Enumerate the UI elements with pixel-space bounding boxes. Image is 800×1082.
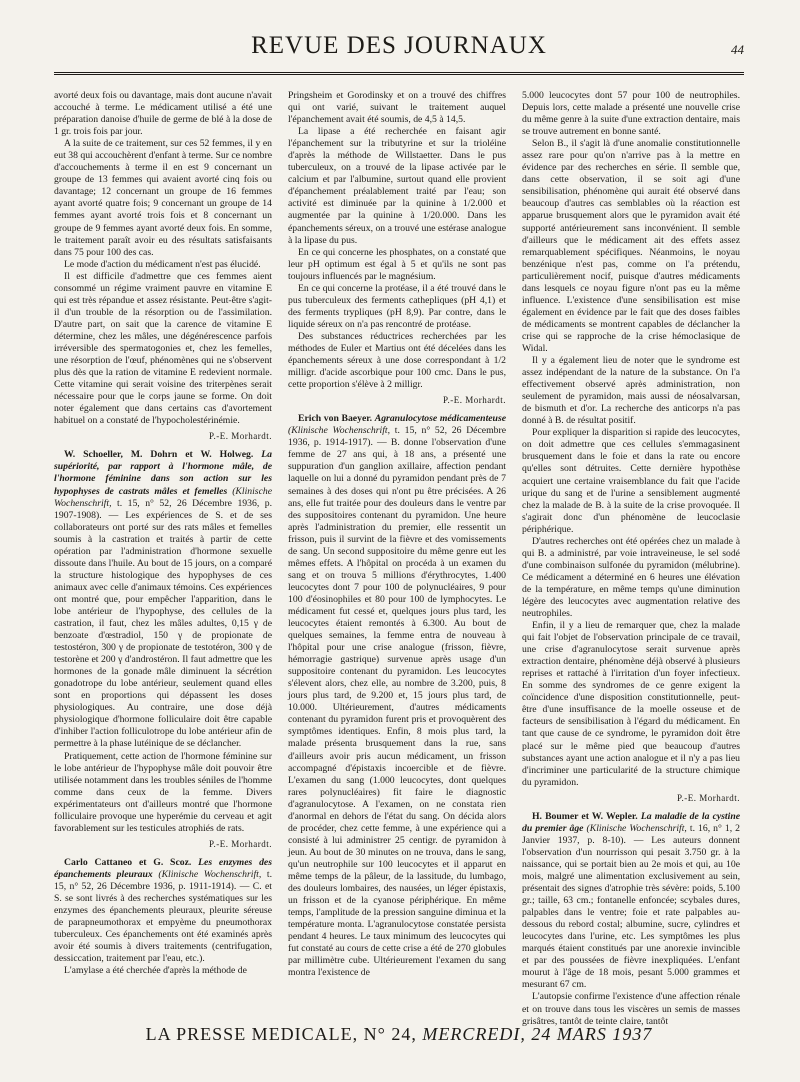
paragraph: A la suite de ce traitement, sur ces 52 femmes, il y en eut 38 qui accouchèrent d'enfant à terme. Sur ce nombre d'accouchements à terme il en est 9 concernant un groupe de 13 femmes qui avaient avorté cinq fois ou davantage; 12 concernant un groupe de 16 femmes ayant avorté quatre fois; 9 concernant un groupe de 14 femmes ayant avorté trois fois et 8 concernant un groupe de 9 femmes ayant avorté deux fois. En somme, le traitement paraît avoir eu des résultats satisfaisants dans 75 pour 100 des cas.	[54, 138, 273, 258]
author-signature: P.-E. Morhardt.	[443, 395, 506, 406]
author-signature: P.-E. Morhardt.	[677, 792, 740, 803]
author-signature: P.-E. Morhardt.	[209, 431, 272, 442]
paragraph: Selon B., il s'agit là d'une anomalie constitutionnelle assez rare pour qu'on n'arrive pas à la mettre en évidence par des recherches en série. Il semble que, dans cette observation, il se soit agi d'une sensibilisation, phénomène qui aurait été observé dans beaucoup d'autres cas semblables où la réaction est apparue brusquement alors que le pyramidon avait été supporté antérieurement sans inconvénient. Il semble d'ailleurs que le médicament ait des effets assez remarquablement spécifiques. Néanmoins, le noyau benzénique n'est pas, comme on l'a prétendu, particulièrement nocif, puisque d'autres médicaments dans lesquels ce noyau figure n'ont pas eu la même influence. L'existence d'une sensibilisation est mise également en évidence par le fait que des doses faibles de médicaments se montrent capables de déclancher la crise qui se rapproche de la crise hémoclasique de Widal.	[522, 138, 740, 354]
text-column-1	[54, 90, 272, 1018]
paragraph: Enfin, il y a lieu de remarquer que, chez la malade qui fait l'objet de l'observation principale de ce travail, une crise d'agranulocytose serait survenue après extraction dentaire, phénomène déjà observé à plusieurs reprises et rattaché à l'irritation d'un foyer infectieux. En somme des syndromes de ce genre exigent la coïncidence d'une disposition constitutionnelle, peut-être d'une insuffisance de la moelle osseuse et de facteurs de sensibilisation à l'égard du médicament. En tant que cause de ce syndrome, le pyramidon doit être placé sur le même pied que beaucoup d'autres substances ayant une action analogue et il n'y a pas lieu d'incriminer une particularité de la structure chimique du pyramidon.	[522, 620, 740, 788]
paragraph: L'amylase a été cherchée d'après la méthode de	[64, 965, 247, 977]
article-authors: W. Schoeller, M. Dohrn et W. Holweg.	[64, 449, 254, 461]
article-authors: Erich von Baeyer.	[298, 413, 373, 425]
paragraph: Pratiquement, cette action de l'hormone féminine sur le lobe antérieur de l'hypophyse mâle doit pouvoir être utilisée notamment dans les troubles séniles de l'homme comme dans ceux de la femme. Divers expérimentateurs ont d'ailleurs montré que l'hormone folliculaire provoque une hyperémie du cerveau et agit favorablement sur les testicules atrophiés de rats.	[54, 750, 272, 834]
paragraph: En ce qui concerne la protéase, il a été trouvé dans le pus tuberculeux des ferments cathepliques (pH 4,1) et des ferments trypliques (pH 8,9). Par contre, dans le liquide séreux on n'a pas rencontré de protéase.	[288, 282, 506, 330]
page-number: 44	[731, 42, 744, 57]
article-title: Les enzymes des épanchements pleuraux	[54, 856, 273, 880]
footer-date: MERCREDI, 24 MARS 1937	[422, 1024, 653, 1044]
paragraph: Il est difficile d'admettre que ces femmes aient consommé un régime vraiment pauvre en vitamine E qui est très répandue et assez résistante. Peut-être s'agit-il d'un trouble de la résorption ou de l'assimilation. D'autre part, on sait que la carence de vitamine E détermine, chez les mâles, une dégénérescence parfois irréversible des spermatogonies et, chez les femelles, une résorption de l'œuf, phénomènes qui ne s'observent plus dès que la ration de vitamine E redevient normale. Cette vitamine qui serait voisine des triterpènes serait nécessaire pour que le corps jaune se forme. On doit noter également que dans certains cas d'avortement habituel on a constaté de l'hypocholestérinémie.	[54, 270, 272, 427]
article-body: t. 16, n° 1, 2 Janvier 1937, p. 8-10). — Les auteurs donnent l'observation d'un nourrisson qui pesait 3.750 gr. à la naissance, qui se portait bien au 2e mois et qui, au 10e mois, malgré une alimentation exclusivement au sein, présentait des signes d'atrophie très sévère: poids, 5.100 gr.; taille, 63 cm.; fontanelle enfoncée; scybales dures, palpables dans le ventre; foie et rate palpables au-dessous du rebord costal; albumine, sucre, cylindres et leucocytes dans l'urine, etc. Les symptômes les plus marqués étaient constitués par une anorexie invincible et par des poussées de fièvre inexpliquées. L'enfant mourut à l'âge de 18 mois, pesant 5.000 grammes et mesurant 67 cm.	[522, 822, 741, 991]
page-header	[54, 32, 744, 75]
text-column-2	[288, 90, 506, 1018]
article-entry	[54, 857, 272, 965]
article-authors: H. Boumer et W. Wepler.	[532, 810, 638, 822]
article-body: t. 15, n° 52, 26 Décembre 1936, p. 1914-1917). — B. donne l'observation d'une femme de 27 ans qui, à 18 ans, a présenté une suppuration d'un ganglion axillaire, affection pendant laquelle on lui a donné du pyramidon pendant près de 7 semaines à des doses qui n'ont pu être précisées. A 26 ans, elle fut traitée pour des douleurs dans le ventre par des suppositoires contenant du pyramidon. Une heure après l'administration du premier, elle ressentit un frisson, puis il survint de la fièvre et des vomissements de sang. Un second suppositoire du même genre eut les mêmes effets. A l'hôpital on procéda à un examen du sang et on trouva 5 millions d'érythrocytes, 1.400 leucocytes dont 7 pour 100 de polynucléaires, 9 pour 100 d'éosinophiles et 80 pour 100 de lymphocytes. Le médicament fut cessé et, quelques jours plus tard, les leucocytes étaient remontés à 6.300. Au bout de quelques semaines, la femme entra de nouveau à l'hôpital pour une crise analogue (frisson, fièvre, hémorragie gastrique) survenue après usage d'un suppositoire contenant du pyramidon. Les leucocytes s'élevent alors, chez elle, au nombre de 3.200, puis, 8 jours plus tard, de 9.200 et, 15 jours plus tard, de 10.000. Ultérieurement, d'autres médicaments contenant du pyramidon furent pris et provoquèrent des symptômes identiques. Enfin, 8 mois plus tard, la malade présenta brusquement dans la rue, sans d'ailleurs avoir pris aucun médicament, un frisson accompagné d'épistaxis incoercible et de fièvre. L'examen du sang (1.000 leucocytes, dont quelques rares polynucléaires) fit faire le diagnostic d'agranulocytose. A l'examen, on ne constata rien d'anormal en dehors de l'état du sang. On décida alors de procéder, chez cette femme, à une expérience qui a consisté à lui administrer 25 centigr. de pyramidon à jeun. Au bout de 30 minutes on ne trouva, dans le sang, qu'un neutrophile sur 100 leucocytes et il apparut en même temps de la pâleur, de la lassitude, du lumbago, des douleurs lombaires, des nausées, un léger épistaxis, un frisson et de la cyanose périphérique. En même temps, l'amplitude de la pression sanguine diminua et la température monta. L'agranulocytose constatée persista pendant 4 heures. Le taux minimum des leucocytes qui fut constaté au cours de cette crise a été de 270 globules par millimètre cube. Ultérieurement l'examen du sang montra l'existence de	[288, 425, 506, 979]
paragraph: 5.000 leucocytes dont 57 pour 100 de neutrophiles. Depuis lors, cette malade a présenté une nouvelle crise du même genre à la suite d'une extraction dentaire, mais se trouve autrement en bonne santé.	[522, 90, 740, 138]
article-source: (Klinische Wochenschrift,	[158, 868, 262, 880]
page-footer	[54, 1024, 744, 1045]
article-source: (Klinische Wochenschrift,	[54, 485, 273, 509]
journal-title: REVUE DES JOURNAUX	[251, 32, 547, 59]
paragraph: Des substances réductrices recherchées par les méthodes de Euler et Martius ont été décelées dans les épanchements séreux à une dose correspondant à 1/2 milligr. d'acide ascorbique pour 100 cmc. Dans le pus, cette proportion s'élève à 2 milligr.	[288, 330, 506, 391]
paragraph: Il y a également lieu de noter que le syndrome est assez indépendant de la nature de la substance. On l'a effectivement observé après administration, non seulement de pyramidon, mais aussi de néosalvarsan, de bismuth et d'or. La recherche des anticorps n'a pas donné à B. de résultat positif.	[522, 355, 740, 427]
text-column-3	[522, 90, 741, 1027]
article-authors: Carlo Cattaneo et G. Scoz.	[64, 856, 192, 868]
article-body: t. 15, n° 52, 26 Décembre 1936, p. 1907-1908). — Les expériences de S. et de ses collaborateurs ont porté sur des rats mâles et femelles soumis à la castration et traités à partir de cette opération par l'administration d'hormone sexuelle dissoute dans l'huile. Au bout de 15 jours, on a comparé la structure histologique des hypophyses de ces animaux avec celle d'animaux témoins. Ces expériences ont montré que, pour empêcher l'apparition, dans le lobe antérieur de l'hypophyse, des cellules de la castration, il faut, chez les mâles adultes, 0,15 γ de benzoate d'œstradiol, 150 γ de propionate de testostéron, 300 γ de propionate de testotéron, 300 γ de testorène et 200 γ d'androstéron. Il faut admettre que les hormones de la gonade mâle diminuent la sécrétion gonadotrope du lobe antérieur, seulement quand elles sont en proportions qui dépassent les doses physiologiques. Au contraire, une dose déjà physiologique d'hormone folliculaire doit être capable d'inhiber l'action folliculotrope du lobe antérieur afin de permettre à la phase lutéinique de se déclancher.	[54, 497, 273, 750]
paragraph: D'autres recherches ont été opérées chez un malade à qui B. a administré, par voie intraveineuse, le sel sodé d'une combinaison sulfonée du pyramidon (mélubrine). Ce médicament a déterminé en 6 heures une élévation de la température, en même temps qu'une diminution légère des leucocytes avec augmentation relative des neutrophiles.	[522, 535, 740, 620]
article-body: t. 15, n° 52, 26 Décembre 1936, p. 1911-1914). — C. et S. se sont livrés à des recherches systématiques sur les enzymes des épanchements pleuraux, pleurite séreuse de parapneumothorax et empyème du pneumothorax tuberculeux. Ces épanchements ont été examinés après avoir été soumis à divers traitements (centrifugation, dessiccation, traitement par l'eau, etc.).	[54, 868, 272, 965]
author-signature: P.-E. Morhardt.	[209, 838, 272, 849]
article-title: La supériorité, par rapport à l'hormone mâle, de l'hormone féminine dans son action sur les hypophyses de castrats mâles et femelles	[54, 449, 273, 497]
article-entry	[54, 449, 272, 750]
paragraph: Pringsheim et Gorodinsky et on a trouvé des chiffres qui ont varié, suivant le traitement auquel l'épanchement avait été soumis, de 4,5 à 14,5.	[288, 90, 506, 126]
paragraph: En ce qui concerne les phosphates, on a constaté que leur pH optimum est égal à 5 et qu'ils ne sont pas toujours influencés par le magnésium.	[288, 246, 506, 282]
article-title: Agranulocytose médicamenteuse	[374, 413, 507, 425]
article-entry	[522, 811, 740, 992]
article-entry	[288, 413, 506, 979]
paragraph: Le mode d'action du médicament n'est pas élucidé.	[64, 258, 261, 270]
article-title: La maladie de la cystine du premier âge	[522, 810, 741, 834]
article-source: (Klinische Wochenschrift,	[586, 822, 687, 834]
paragraph: Pour expliquer la disparition si rapide des leucocytes, on doit admettre que ces cellules s'emmagasinent brusquement dans le foie et dans la rate ou encore qu'elles sont détruites. Cette dernière hypothèse acquiert une certaine vraisemblance du fait que l'acide urique du sang et de l'urine a sensiblement augmenté chez la malade de B. à la suite de la crise provoquée. Il s'agirait donc d'un phénomène de leucoclasie périphérique.	[522, 427, 740, 535]
footer-publication: LA PRESSE MEDICALE, N° 24,	[145, 1024, 417, 1044]
paragraph: La lipase a été recherchée en faisant agir l'épanchement sur la tributyrine et sur la trioléine d'après la méthode de Willstaetter. Dans le pus tuberculeux, on a trouvé de la lipase activée par le calcium et par l'albumine, surtout quand elle provient d'épanchement préalablement traité par l'eau; son activité est diminuée par la quinine à 1/2.000 et augmentée par la quinine à 1/20.000. Dans les épanchements séreux, on a trouvé une estérase analogue à la lipase du pus.	[288, 126, 506, 246]
paragraph: L'autopsie confirme l'existence d'une affection rénale et on trouve dans tous les viscères un semis de masses grisâtres, tantôt de teinte claire, tantôt	[522, 991, 740, 1027]
paragraph: avorté deux fois ou davantage, mais dont aucune n'avait accouché à terme. Le médicament utilisé a été une préparation danoise d'huile de germe de blé à la dose de 1 gr. trois fois par jour.	[54, 90, 272, 138]
article-source: (Klinische Wochenschrift,	[288, 425, 391, 437]
